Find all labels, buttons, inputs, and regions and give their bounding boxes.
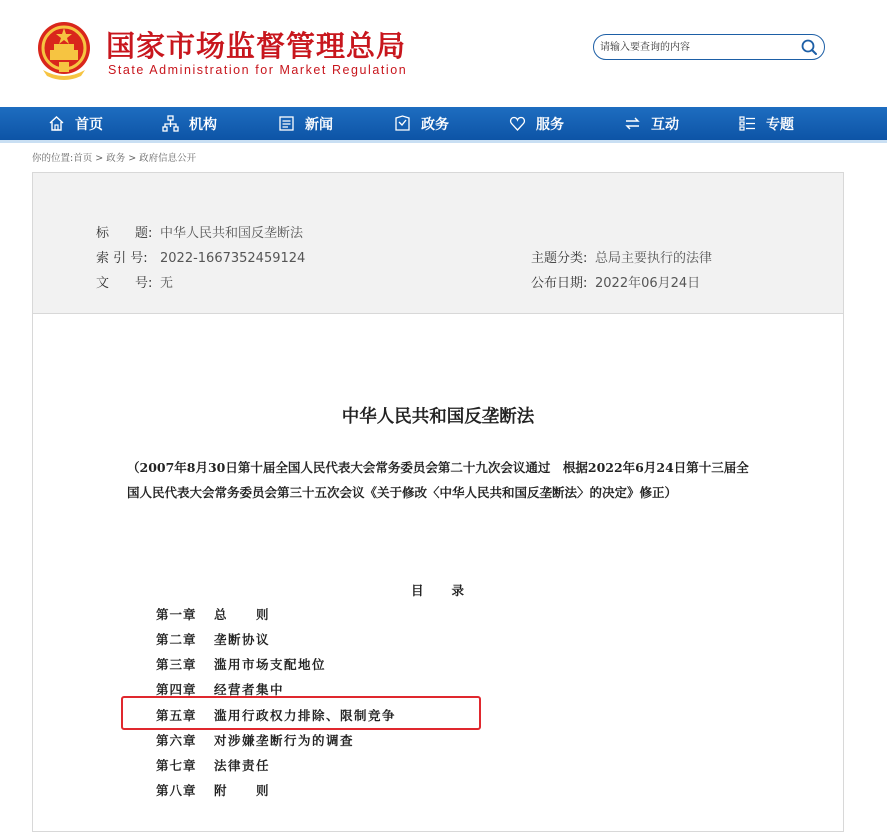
toc-chapter: 第六章 xyxy=(156,733,197,748)
main-nav xyxy=(0,107,887,143)
exchange-arrows-icon xyxy=(624,115,641,132)
toc-item[interactable] xyxy=(156,731,354,751)
meta-date-row xyxy=(531,272,700,291)
nav-label-org: 机构 xyxy=(189,116,217,133)
nav-label-interact: 互动 xyxy=(651,116,679,133)
toc-chapter: 第七章 xyxy=(156,758,197,773)
breadcrumb xyxy=(32,150,196,164)
toc-chapter: 第八章 xyxy=(156,783,197,798)
meta-index-label: 索 引 号: xyxy=(96,251,148,266)
content-panel xyxy=(32,172,844,832)
toc-item[interactable] xyxy=(156,605,270,625)
toc-item[interactable] xyxy=(156,756,270,776)
nav-item-service[interactable] xyxy=(509,107,564,140)
breadcrumb-separator: > xyxy=(128,153,137,164)
toc-name: 垄断协议 xyxy=(214,632,271,647)
meta-date-value: 2022年06月24日 xyxy=(595,276,701,291)
toc-name: 法律责任 xyxy=(214,758,271,773)
meta-category-value: 总局主要执行的法律 xyxy=(595,251,713,266)
toc-item[interactable] xyxy=(156,655,326,675)
toc-name: 总 则 xyxy=(214,607,271,622)
nav-label-service: 服务 xyxy=(536,116,564,133)
toc-title: 目录 xyxy=(411,583,493,598)
meta-index-row xyxy=(96,247,305,266)
toc-chapter: 第四章 xyxy=(156,682,197,697)
breadcrumb-affairs[interactable]: 政务 xyxy=(106,153,126,164)
toc-item[interactable] xyxy=(156,630,270,650)
nav-item-news[interactable] xyxy=(278,107,333,140)
nav-label-topics: 专题 xyxy=(766,116,794,133)
search-box xyxy=(593,34,825,60)
search-input[interactable] xyxy=(600,38,790,56)
toc-chapter: 第二章 xyxy=(156,632,197,647)
nav-item-home[interactable] xyxy=(48,107,103,140)
breadcrumb-gov-info[interactable]: 政府信息公开 xyxy=(139,153,197,164)
nav-label-home: 首页 xyxy=(75,116,103,133)
meta-docno-row xyxy=(96,272,173,291)
meta-index-value: 2022-1667352459124 xyxy=(160,251,306,266)
nav-label-news: 新闻 xyxy=(305,116,333,133)
toc-chapter: 第五章 xyxy=(156,708,197,723)
meta-docno-label: 文 号: xyxy=(96,276,153,291)
nav-label-affairs: 政务 xyxy=(421,116,449,133)
search-icon[interactable] xyxy=(800,38,818,56)
breadcrumb-prefix: 你的位置: xyxy=(32,153,74,164)
meta-date-label: 公布日期: xyxy=(531,276,588,291)
toc-item[interactable] xyxy=(156,680,284,700)
toc-name: 附 则 xyxy=(214,783,271,798)
breadcrumb-home[interactable]: 首页 xyxy=(73,153,93,164)
site-title[interactable]: 国家市场监督管理总局 xyxy=(106,29,407,63)
meta-category-row xyxy=(531,247,712,266)
site-header xyxy=(0,0,887,107)
org-chart-icon xyxy=(162,115,179,132)
meta-title-label: 标 题: xyxy=(96,226,153,241)
toc-name: 滥用市场支配地位 xyxy=(214,657,327,672)
toc-chapter: 第三章 xyxy=(156,657,197,672)
meta-docno-value: 无 xyxy=(160,276,174,291)
home-icon xyxy=(48,115,65,132)
heart-icon xyxy=(509,115,526,132)
document-meta xyxy=(33,173,843,314)
breadcrumb-separator: > xyxy=(95,153,104,164)
national-emblem-icon[interactable] xyxy=(35,20,93,82)
document-title: 中华人民共和国反垄断法 xyxy=(341,407,535,427)
nav-item-topics[interactable] xyxy=(739,107,794,140)
meta-title-value: 中华人民共和国反垄断法 xyxy=(160,226,304,241)
nav-item-affairs[interactable] xyxy=(394,107,449,140)
toc-name: 对涉嫌垄断行为的调查 xyxy=(214,733,355,748)
toc-item-highlighted[interactable] xyxy=(156,706,396,726)
topics-icon xyxy=(739,115,756,132)
nav-item-interact[interactable] xyxy=(624,107,679,140)
toc-name: 经营者集中 xyxy=(214,682,285,697)
government-affairs-icon xyxy=(394,115,411,132)
document-note: （2007年8月30日第十届全国人民代表大会常务委员会第二十九次会议通过 根据2022年6月24日第十三届全国人民代表大会常务委员会第三十五次会议《关于修改〈中华人民共和国反垄断法〉的决定》修正） xyxy=(127,460,749,500)
toc-item[interactable] xyxy=(156,781,270,801)
toc-name: 滥用行政权力排除、限制竞争 xyxy=(214,708,397,723)
nav-item-org[interactable] xyxy=(162,107,217,140)
news-icon xyxy=(278,115,295,132)
toc-chapter: 第一章 xyxy=(156,607,197,622)
meta-title-row xyxy=(96,222,303,241)
meta-category-label: 主题分类: xyxy=(531,251,588,266)
site-subtitle: State Administration for Market Regulation xyxy=(108,63,408,77)
